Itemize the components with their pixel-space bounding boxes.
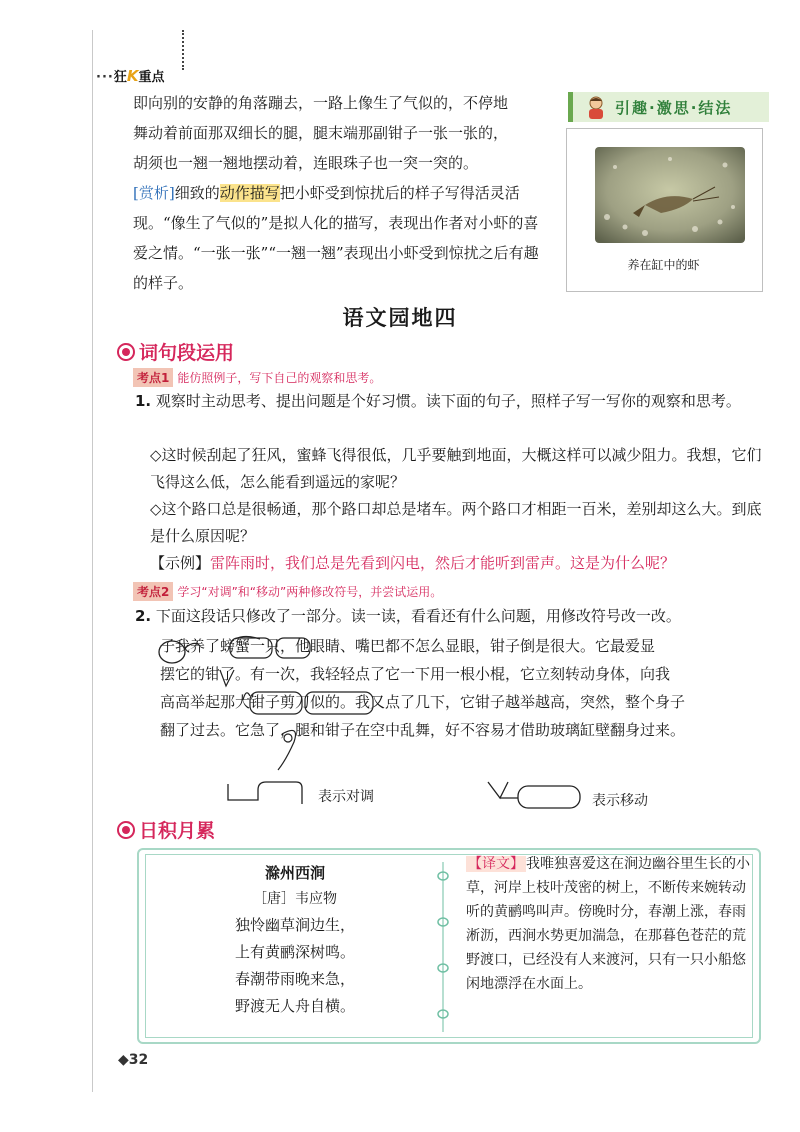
shrimp-photo	[595, 147, 745, 243]
poem-line: 春潮带雨晚来急，	[234, 970, 355, 988]
section-title: 语文园地四	[342, 306, 458, 330]
passage-line: 胡须也一翘一翘地摆动着，连眼珠子也一突一突的。	[133, 154, 479, 172]
poem-title: 滁州西涧	[264, 864, 325, 882]
appreciation: [赏析]细致的动作描写把小虾受到惊扰后的样子写得活灵活现。“像生了气似的”是拟人化的描写，表现出作者对小虾的喜爱之情。“一张一张”“一翘一翘”表现出小虾受到惊扰之后有趣的样子。	[133, 184, 539, 292]
section-bullet-icon	[117, 343, 135, 361]
page-edge-line	[92, 30, 93, 1092]
legend-swap-text: 表示对调	[318, 789, 374, 805]
page-number: ◆32	[118, 1052, 149, 1068]
legend-move-text: 表示移动	[592, 793, 648, 809]
passage-block	[133, 88, 553, 298]
side-title-bar	[568, 92, 769, 122]
question-1: 1. 观察时主动思考、提出问题是个好习惯。读下面的句子，照样子写一写你的观察和思考。	[135, 392, 741, 410]
student-avatar-icon	[583, 94, 609, 120]
poem-line: 野渡无人舟自横。	[234, 997, 355, 1015]
heading-ciju: 词句段运用	[117, 338, 234, 365]
poem-line: 上有黄鹂深树鸣。	[234, 943, 355, 961]
page-arrow-icon: ◆	[118, 1052, 129, 1068]
swap-symbol-icon	[226, 780, 316, 808]
photo-caption: 养在缸中的虾	[627, 258, 700, 272]
kaodian-2: 考点2 学习“对调”和“移动”两种修改符号，并尝试运用。	[133, 582, 442, 601]
correction-marks	[150, 630, 770, 780]
poem-line: 独怜幽草涧边生，	[234, 916, 355, 934]
question-2: 2. 下面这段话只修改了一部分。读一读，看看还有什么问题，用修改符号改一改。	[135, 607, 681, 625]
passage-line: 舞动着前面那双细长的腿，腿末端那副钳子一张一张的，	[133, 124, 509, 142]
heading-riji: 日积月累	[117, 816, 215, 843]
q1-example: 【示例】雷阵雨时，我们总是先看到闪电，然后才能听到雷声。这是为什么呢？	[150, 554, 676, 572]
poem-author: ［唐］韦应物	[253, 891, 337, 907]
poem-translation: 【译文】 我唯独喜爱这在涧边幽谷里生长的小草，河岸上枝叶茂密的树上，不断传来婉转动听的黄鹂鸣叫声。傍晚时分，春潮上涨，春雨淅沥，西涧水势更加湍急，在那暮色苍茫的荒野渡口，已经没有人来渡河，只有一只小船悠闲地漂浮在水面上。	[466, 856, 750, 992]
header-brand: ···狂K重点	[96, 67, 165, 85]
q2-para-line: 高高举起那大钳子剪刀似的。我又点了几下，它钳子越举越高，突然，整个身子	[160, 693, 686, 711]
move-symbol-icon	[486, 780, 586, 810]
passage-line: 即向别的安静的角落蹦去，一路上像生了气似的，不停地	[133, 94, 509, 112]
q2-para-line: 子我养了螃蟹一只，他眼睛、嘴巴都不怎么显眼，钳子倒是很大。它最爱显	[160, 637, 656, 655]
side-title-text: 引趣·激思·结法	[615, 99, 733, 117]
dotted-margin-line	[182, 30, 184, 70]
spiral-binding-icon	[436, 862, 450, 1032]
q1-item-1: ◇这时候刮起了狂风，蜜蜂飞得很低，几乎要触到地面，大概这样可以减少阻力。我想，它们飞得这么低，怎么能看到遥远的家呢？	[150, 446, 762, 491]
section-bullet-icon	[117, 821, 135, 839]
q2-para-line: 翻了过去。它急了，腿和钳子在空中乱舞，好不容易才借助玻璃缸壁翻身过来。	[160, 721, 686, 739]
poem-lines	[210, 912, 380, 1020]
q1-item-2: ◇这个路口总是很畅通，那个路口却总是堵车。两个路口才相距一百米，差别却这么大。到底是什么原因呢？	[150, 500, 762, 545]
kaodian-1: 考点1 能仿照例子，写下自己的观察和思考。	[133, 368, 381, 387]
q2-para-line: 摆它的钳了。有一次，我轻轻点了它一下用一根小棍，它立刻转动身体，向我	[160, 665, 671, 683]
